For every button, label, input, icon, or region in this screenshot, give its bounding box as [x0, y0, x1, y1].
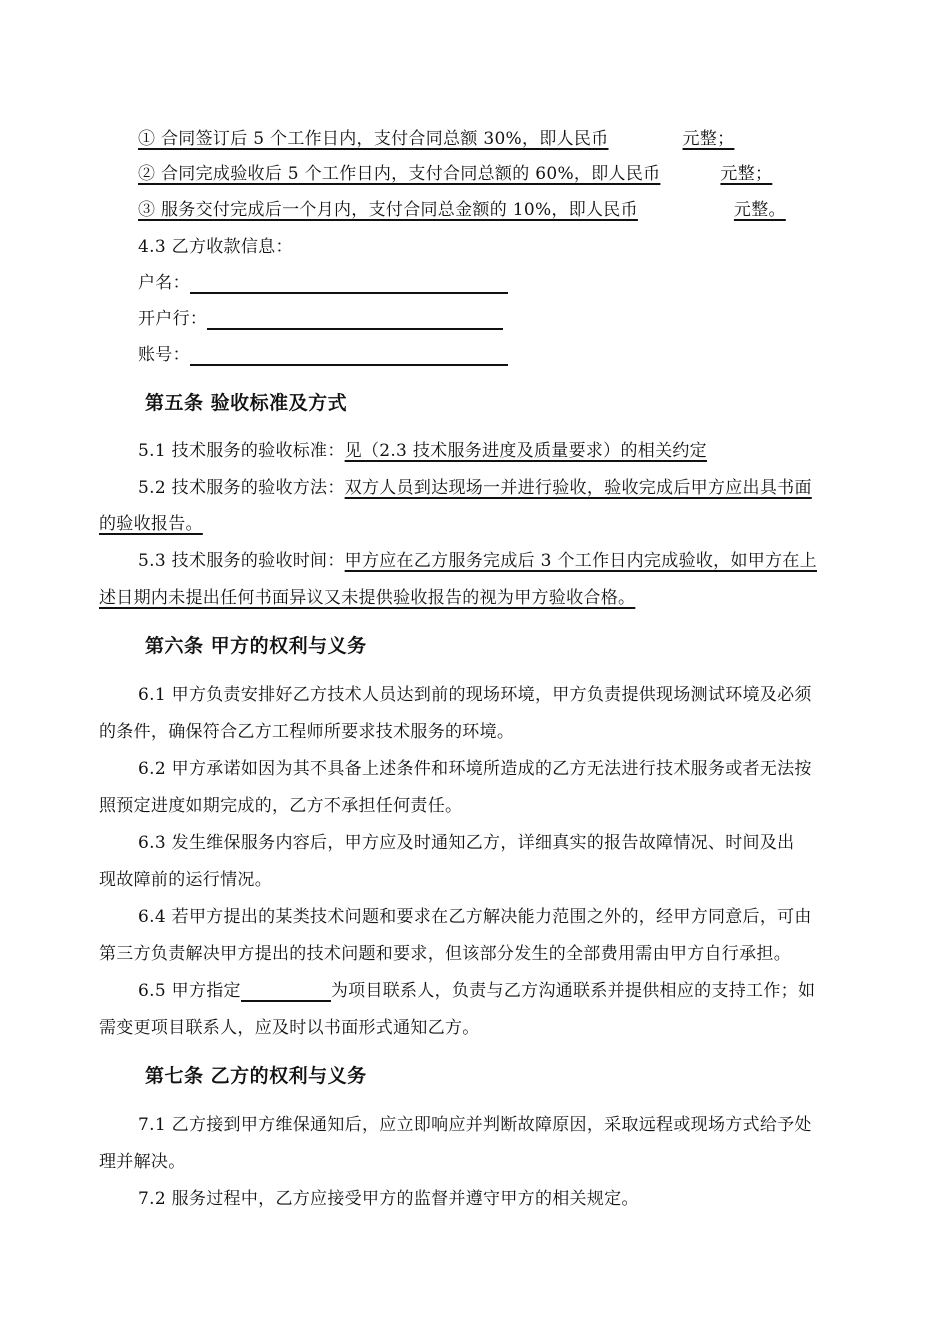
- article-5-1-value: 见（2.3 技术服务进度及质量要求）的相关约定: [344, 441, 707, 461]
- account-bank-field[interactable]: [207, 310, 503, 330]
- article-6-5-line2: 需变更项目联系人，应及时以书面形式通知乙方。: [99, 1018, 480, 1038]
- article-5-3-label: 5.3 技术服务的验收时间：: [138, 551, 345, 571]
- article-5-2-value-a: 双方人员到达现场一并进行验收，验收完成后甲方应出具书面: [344, 478, 812, 498]
- account-bank-label: 开户行：: [138, 309, 208, 329]
- payment-item-1-suffix: 元整；: [682, 129, 735, 149]
- contact-person-field[interactable]: [241, 982, 331, 1002]
- article-5-2-label: 5.2 技术服务的验收方法：: [138, 478, 345, 498]
- article-5-3-line1: [138, 550, 817, 572]
- article-6-5-pre: 6.5 甲方指定: [138, 981, 241, 1001]
- article-6-1-line2: 的条件，确保符合乙方工程师所要求技术服务的环境。: [99, 722, 515, 742]
- payment-item-3-suffix: 元整。: [733, 200, 786, 220]
- article-6-1-line1: 6.1 甲方负责安排好乙方技术人员达到前的现场环境，甲方负责提供现场测试环境及必须: [138, 685, 812, 705]
- article-7-1-line2: 理并解决。: [99, 1152, 186, 1172]
- article-6-3-line1: 6.3 发生维保服务内容后，甲方应及时通知乙方，详细真实的报告故障情况、时间及出: [138, 833, 795, 853]
- article-5-2-line2: 的验收报告。: [99, 514, 203, 534]
- article-6-2-line2: 照预定进度如期完成的，乙方不承担任何责任。: [99, 796, 463, 816]
- article-6-4-line2: 第三方负责解决甲方提出的技术问题和要求，但该部分发生的全部费用需由甲方自行承担。: [99, 944, 791, 964]
- article-5-heading: 第五条 验收标准及方式: [145, 392, 348, 414]
- article-5-1: [138, 440, 707, 462]
- account-name-label: 户名：: [138, 273, 190, 293]
- article-6-3-line2: 现故障前的运行情况。: [99, 870, 272, 890]
- article-6-2-line1: 6.2 甲方承诺如因为其不具备上述条件和环境所造成的乙方无法进行技术服务或者无法按: [138, 759, 812, 779]
- payment-item-1: [138, 128, 734, 150]
- account-name-field[interactable]: [190, 274, 508, 294]
- article-5-3-value-a: 甲方应在乙方服务完成后 3 个工作日内完成验收，如甲方在上: [344, 551, 817, 571]
- payment-item-3-text: ③ 服务交付完成后一个月内，支付合同总金额的 10%，即人民币: [138, 200, 638, 220]
- account-info-title: 4.3 乙方收款信息：: [138, 237, 293, 257]
- article-6-5-line1: [138, 980, 815, 1002]
- payment-item-2-suffix: 元整；: [720, 164, 773, 184]
- article-7-2: 7.2 服务过程中，乙方应接受甲方的监督并遵守甲方的相关规定。: [138, 1189, 639, 1209]
- account-number-field[interactable]: [190, 346, 508, 366]
- account-bank-row: [138, 308, 503, 330]
- article-5-3-line2: 述日期内未提出任何书面异议又未提供验收报告的视为甲方验收合格。: [99, 588, 636, 608]
- account-number-label: 账号：: [138, 345, 190, 365]
- article-6-heading: 第六条 甲方的权利与义务: [145, 635, 367, 657]
- account-number-row: [138, 344, 508, 366]
- account-name-row: [138, 272, 508, 294]
- article-6-4-line1: 6.4 若甲方提出的某类技术问题和要求在乙方解决能力范围之外的，经甲方同意后，可由: [138, 907, 812, 927]
- article-7-heading: 第七条 乙方的权利与义务: [145, 1065, 367, 1087]
- article-6-5-post: 为项目联系人，负责与乙方沟通联系并提供相应的支持工作；如: [330, 981, 816, 1001]
- article-5-2-line1: [138, 477, 812, 499]
- payment-item-3: [138, 199, 786, 221]
- article-5-1-label: 5.1 技术服务的验收标准：: [138, 441, 345, 461]
- payment-item-2: [138, 163, 772, 185]
- article-7-1-line1: 7.1 乙方接到甲方维保通知后，应立即响应并判断故障原因，采取远程或现场方式给予处: [138, 1115, 812, 1135]
- payment-item-1-text: ① 合同签订后 5 个工作日内，支付合同总额 30%，即人民币: [138, 129, 609, 149]
- payment-item-2-text: ② 合同完成验收后 5 个工作日内，支付合同总额的 60%，即人民币: [138, 164, 661, 184]
